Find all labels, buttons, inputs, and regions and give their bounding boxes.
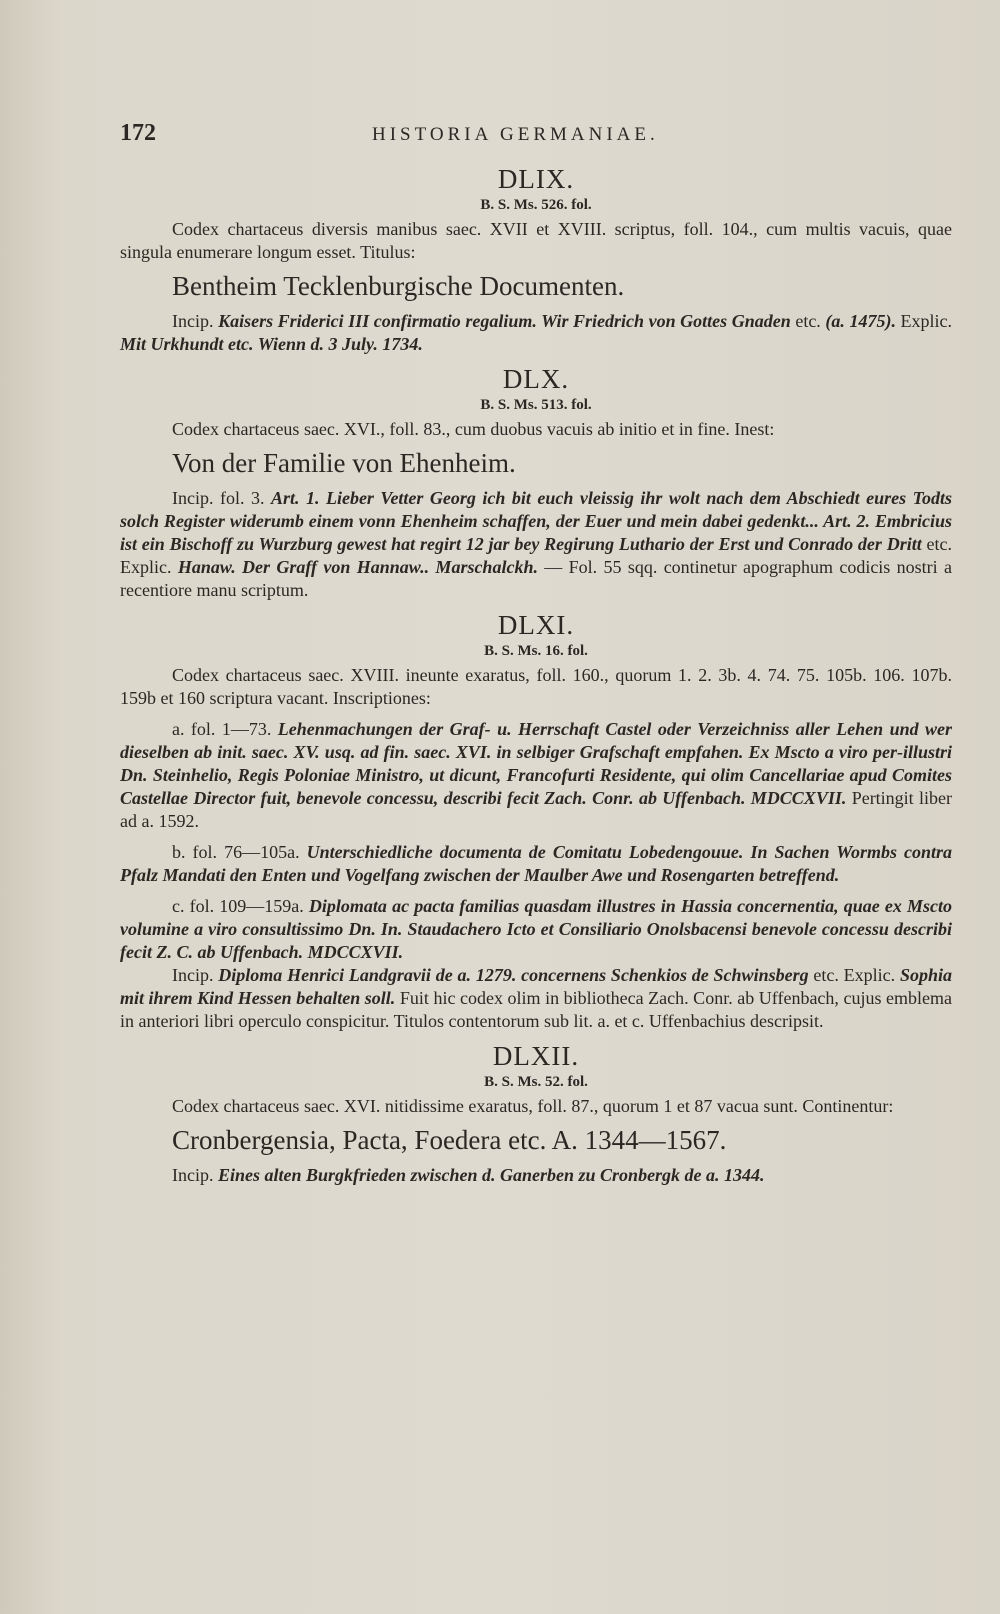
entry-description: Codex chartaceus saec. XVI., foll. 83., cum duobus vacuis ab initio et in fine. Inest: xyxy=(172,419,775,439)
entry-title: DLXI. xyxy=(497,610,575,640)
running-title: HISTORIA GERMANIAE. xyxy=(372,124,659,145)
entry-dlxii xyxy=(120,1041,952,1187)
incipit: Incip. Eines alten Burgkfrieden zwischen d. Ganerben zu Cronbergk de a. 1344. xyxy=(172,1165,765,1185)
entry-title: DLX. xyxy=(502,364,570,394)
catalog-content xyxy=(120,160,952,1187)
entry-title: DLXII. xyxy=(492,1041,580,1071)
entry-description: Codex chartaceus saec. XVI. nitidissime exaratus, foll. 87., quorum 1 et 87 vacua sunt. Continentur: xyxy=(172,1096,894,1116)
entry-dlx xyxy=(120,364,952,602)
shelfmark: B. S. Ms. 52. fol. xyxy=(484,1074,588,1090)
incipit-explicit: Incip. Kaisers Friderici III confirmatio regalium. Wir Friedrich von Gottes Gnaden etc. (a. 1475). Explic. Mit Urkhundt etc. Wienn d. 3 July. 1734. xyxy=(120,311,953,354)
list-item: b. fol. 76—105a. Unterschiedliche documenta de Comitatu Lobedengouue. In Sachen Wormbs contra Pfalz Mandati den Enten und Vogelfang zwischen der Maulber Awe und Rosengarten betreffend. xyxy=(120,842,953,885)
list-item: a. fol. 1—73. Lehenmachungen der Graf- u. Herrschaft Castel oder Verzeichniss aller Lehen und wer dieselben ab init. saec. XV. usq. ad fin. saec. XVI. in selbiger Grafschaft empfahen. Ex Mscto a viro per-illustri Dn. Steinhelio, Regis Poloniae Ministro, ut dicunt, Francofurti Residente, qui olim Cancellariae apud Comites Castellae Director fuit, benevole concessu, describi fecit Zach. Conr. ab Uffenbach. MDCCXVII. Pertingit liber ad a. 1592. xyxy=(120,719,953,831)
entry-dlxi xyxy=(120,610,952,1033)
entry-dlix xyxy=(120,164,952,356)
shelfmark: B. S. Ms. 526. fol. xyxy=(480,197,592,213)
entry-heading: Bentheim Tecklenburgische Documenten. xyxy=(172,271,625,301)
entry-heading: Von der Familie von Ehenheim. xyxy=(172,448,516,478)
entry-description: Codex chartaceus saec. XVIII. ineunte exaratus, foll. 160., quorum 1. 2. 3b. 4. 74. 75. 105b. 106. 107b. 159b et 160 scriptura vacant. Inscriptiones: xyxy=(120,665,952,708)
shelfmark: B. S. Ms. 513. fol. xyxy=(480,397,592,413)
page-header xyxy=(120,120,940,152)
incipit-explicit: Incip. Diploma Henrici Landgravii de a. 1279. concernens Schenkios de Schwinsberg etc. Explic. Sophia mit ihrem Kind Hessen behalten soll. Fuit hic codex olim in bibliotheca Zach. Conr. ab Uffenbach, cujus emblema in anteriori libri operculo conspicitur. Titulos contentorum sub lit. a. et c. Uffenbachius descripsit. xyxy=(120,965,953,1031)
incipit-explicit: Incip. fol. 3. Art. 1. Lieber Vetter Georg ich bit euch vleissig ihr wolt nach dem Abschiedt eures Todts solch Register widerumb einem vonn Ehenheim schaffen, der Euer und mein dabei gedenkt... Art. 2. Embricius ist ein Bischoff zu Wurzburg gewest hat regirt 12 jar bey Regirung Luthario der Erst und Conrado der Dritt etc. Explic. Hanaw. Der Graff von Hannaw.. Marschalckh. — Fol. 55 sqq. continetur apographum codicis nostri a recentiore manu scriptum. xyxy=(120,488,953,600)
entry-description: Codex chartaceus diversis manibus saec. XVII et XVIII. scriptus, foll. 104., cum multis vacuis, quae singula enumerare longum esset. Titulus: xyxy=(120,219,952,262)
list-item: c. fol. 109—159a. Diplomata ac pacta familias quasdam illustres in Hassia concernentia, quae ex Mscto volumine a viro consultissimo Dn. In. Staudachero Icto et Consiliario Onolsbacensi benevole concessu describi fecit Z. C. ab Uffenbach. MDCCXVII. xyxy=(120,896,953,962)
page-number: 172 xyxy=(120,120,156,146)
entry-heading: Cronbergensia, Pacta, Foedera etc. A. 1344—1567. xyxy=(172,1125,727,1155)
entry-title: DLIX. xyxy=(497,164,575,194)
shelfmark: B. S. Ms. 16. fol. xyxy=(484,643,588,659)
